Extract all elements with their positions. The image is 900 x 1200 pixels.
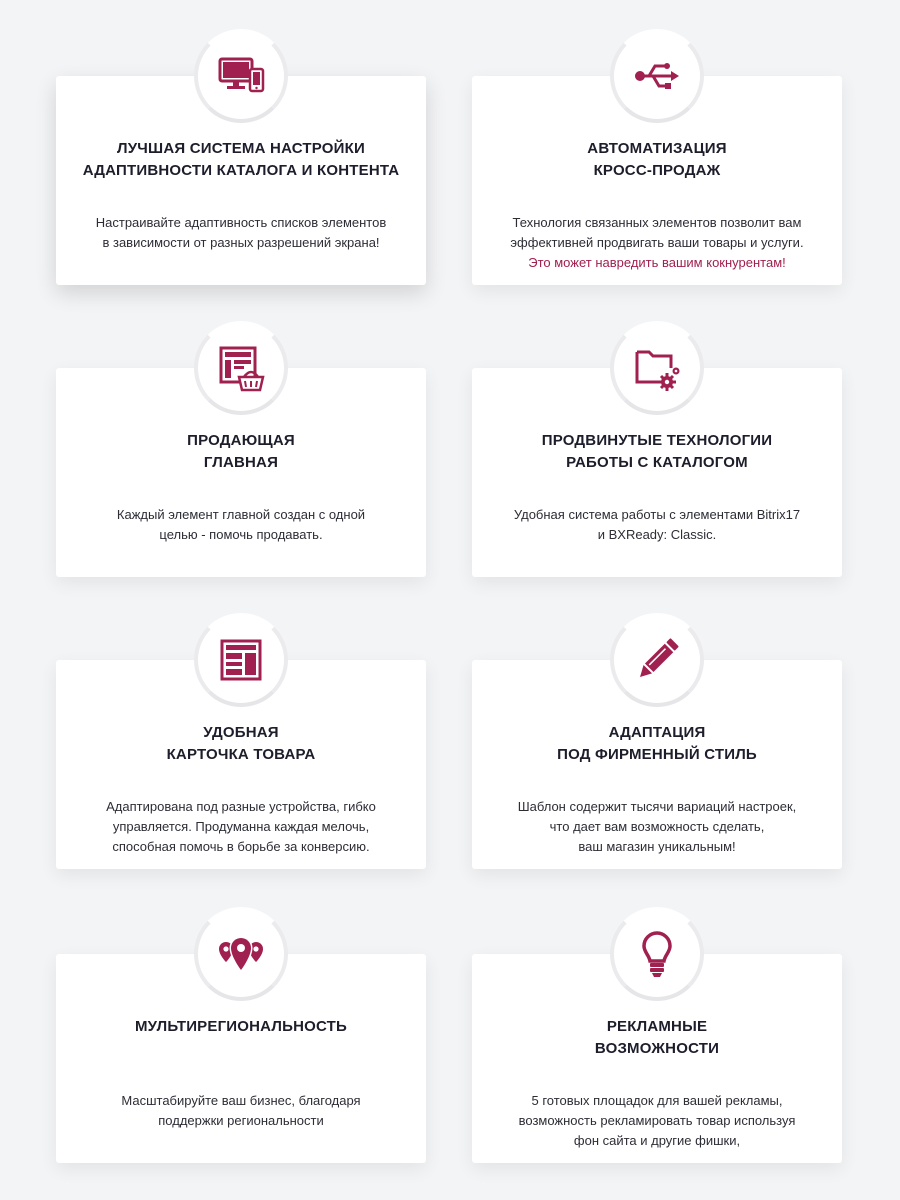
folder-gears-icon	[633, 344, 681, 392]
feature-title: ПРОДАЮЩАЯ ГЛАВНАЯ	[187, 432, 295, 471]
feature-title: ЛУЧШАЯ СИСТЕМА НАСТРОЙКИ АДАПТИВНОСТИ КАТАЛОГА И КОНТЕНТА	[82, 140, 400, 179]
pencil-icon	[633, 636, 681, 684]
product-card-icon	[217, 636, 265, 684]
feature-text	[70, 193, 412, 253]
feature-icon-badge	[610, 613, 704, 707]
map-pins-icon	[217, 930, 265, 978]
feature-text	[486, 485, 828, 545]
feature-title: АВТОМАТИЗАЦИЯ КРОСС-ПРОДАЖ	[587, 140, 727, 179]
lightbulb-icon	[633, 930, 681, 978]
feature-title: УДОБНАЯ КАРТОЧКА ТОВАРА	[166, 724, 316, 763]
feature-description: Каждый элемент главной создан с одной целью - помочь продавать.	[116, 507, 366, 542]
feature-text	[486, 1071, 828, 1151]
feature-text	[70, 777, 412, 857]
feature-text	[70, 1071, 412, 1131]
feature-accent-text: Это может навредить вашим кокнурентам!	[528, 255, 786, 270]
feature-text	[70, 485, 412, 545]
feature-description: Настраивайте адаптивность списков элементов в зависимости от разных разрешений экрана!	[95, 215, 387, 250]
usb-icon	[633, 52, 681, 100]
feature-card-adaptivity	[56, 76, 426, 285]
feature-icon-badge	[610, 907, 704, 1001]
feature-icon-badge	[194, 29, 288, 123]
feature-description: 5 готовых площадок для вашей рекламы, возможность рекламировать товар используя фон сайта и другие фишки,	[518, 1093, 796, 1148]
feature-title: РЕКЛАМНЫЕ ВОЗМОЖНОСТИ	[594, 1018, 720, 1057]
feature-card-catalog-tech	[472, 368, 842, 577]
feature-text	[486, 777, 828, 857]
feature-icon-badge	[194, 321, 288, 415]
feature-card-cross-sell	[472, 76, 842, 285]
feature-description: Технология связанных элементов позволит вам эффективней продвигать ваши товары и услуги.	[510, 215, 804, 250]
feature-description: Масштабируйте ваш бизнес, благодаря поддержки региональности	[121, 1093, 361, 1128]
feature-card-multiregional	[56, 954, 426, 1163]
feature-title: ПРОДВИНУТЫЕ ТЕХНОЛОГИИ РАБОТЫ С КАТАЛОГОМ	[541, 432, 773, 471]
feature-card-brand-style	[472, 660, 842, 869]
feature-title: МУЛЬТИРЕГИОНАЛЬНОСТЬ	[134, 1018, 347, 1035]
feature-icon-badge	[610, 321, 704, 415]
feature-description: Шаблон содержит тысячи вариаций настроек, что дает вам возможность сделать, ваш магазин уникальным!	[517, 799, 797, 854]
feature-icon-badge	[194, 613, 288, 707]
feature-icon-badge	[610, 29, 704, 123]
feature-icon-badge	[194, 907, 288, 1001]
feature-description: Удобная система работы с элементами Bitrix17 и BXReady: Classic.	[513, 507, 801, 542]
storefront-basket-icon	[217, 344, 265, 392]
feature-card-advertising	[472, 954, 842, 1163]
feature-title: АДАПТАЦИЯ ПОД ФИРМЕННЫЙ СТИЛЬ	[557, 724, 757, 763]
feature-card-product-card	[56, 660, 426, 869]
devices-icon	[217, 52, 265, 100]
feature-card-selling-home	[56, 368, 426, 577]
feature-description: Адаптирована под разные устройства, гибко управляется. Продуманна каждая мелочь, способная помочь в борьбе за конверсию.	[106, 799, 376, 854]
feature-text	[486, 193, 828, 293]
